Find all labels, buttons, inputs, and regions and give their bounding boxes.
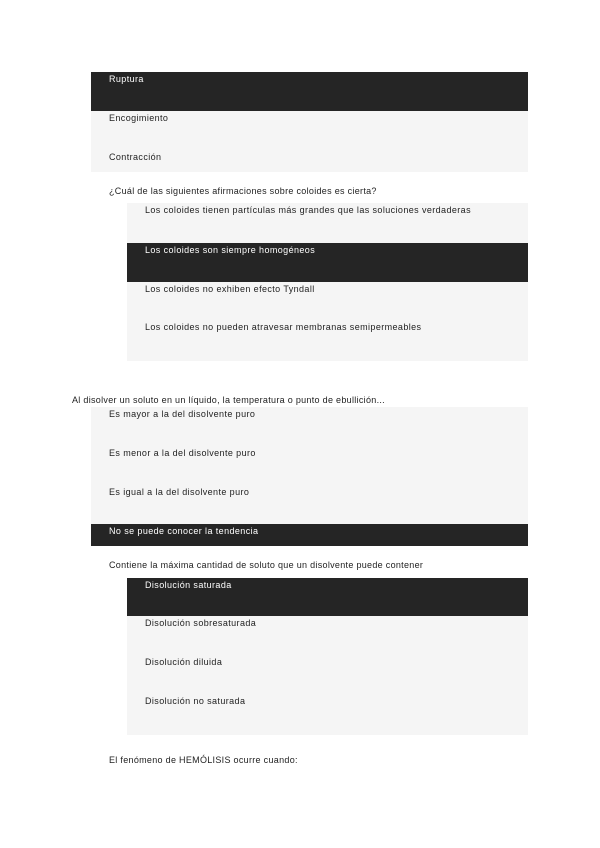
option-es-mayor[interactable]: Es mayor a la del disolvente puro xyxy=(109,409,256,419)
option-disolucion-sobresaturada[interactable]: Disolución sobresaturada xyxy=(145,618,257,628)
option-label: Ruptura xyxy=(109,74,144,84)
option-no-se-puede-selected[interactable] xyxy=(91,524,528,546)
option-disolucion-saturada-selected[interactable] xyxy=(127,578,528,616)
option-encogimiento[interactable]: Encogimiento xyxy=(109,113,169,123)
option-contraccion[interactable]: Contracción xyxy=(109,152,162,162)
question-maxima-cantidad: Contiene la máxima cantidad de soluto que un disolvente puede contener xyxy=(109,560,424,570)
option-ruptura-selected[interactable] xyxy=(91,72,528,111)
option-coloides-homogeneos-selected[interactable] xyxy=(127,243,528,282)
option-label: No se puede conocer la tendencia xyxy=(109,526,259,536)
option-disolucion-diluida[interactable]: Disolución diluida xyxy=(145,657,223,667)
option-coloides-membranas[interactable]: Los coloides no pueden atravesar membranas semipermeables xyxy=(145,322,422,332)
question-hemolisis: El fenómeno de HEMÓLISIS ocurre cuando: xyxy=(109,755,298,765)
option-es-menor[interactable]: Es menor a la del disolvente puro xyxy=(109,448,256,458)
option-disolucion-no-saturada[interactable]: Disolución no saturada xyxy=(145,696,246,706)
option-label: Disolución saturada xyxy=(145,580,232,590)
question-ebullicion: Al disolver un soluto en un líquido, la temperatura o punto de ebullición... xyxy=(72,395,385,405)
option-label: Los coloides son siempre homogéneos xyxy=(145,245,316,255)
option-coloides-tyndall[interactable]: Los coloides no exhiben efecto Tyndall xyxy=(145,284,315,294)
option-es-igual[interactable]: Es igual a la del disolvente puro xyxy=(109,487,250,497)
options-block-2 xyxy=(127,203,528,361)
question-coloides: ¿Cuál de las siguientes afirmaciones sobre coloides es cierta? xyxy=(109,186,377,196)
option-coloides-particulas[interactable]: Los coloides tienen partículas más grandes que las soluciones verdaderas xyxy=(145,205,471,215)
